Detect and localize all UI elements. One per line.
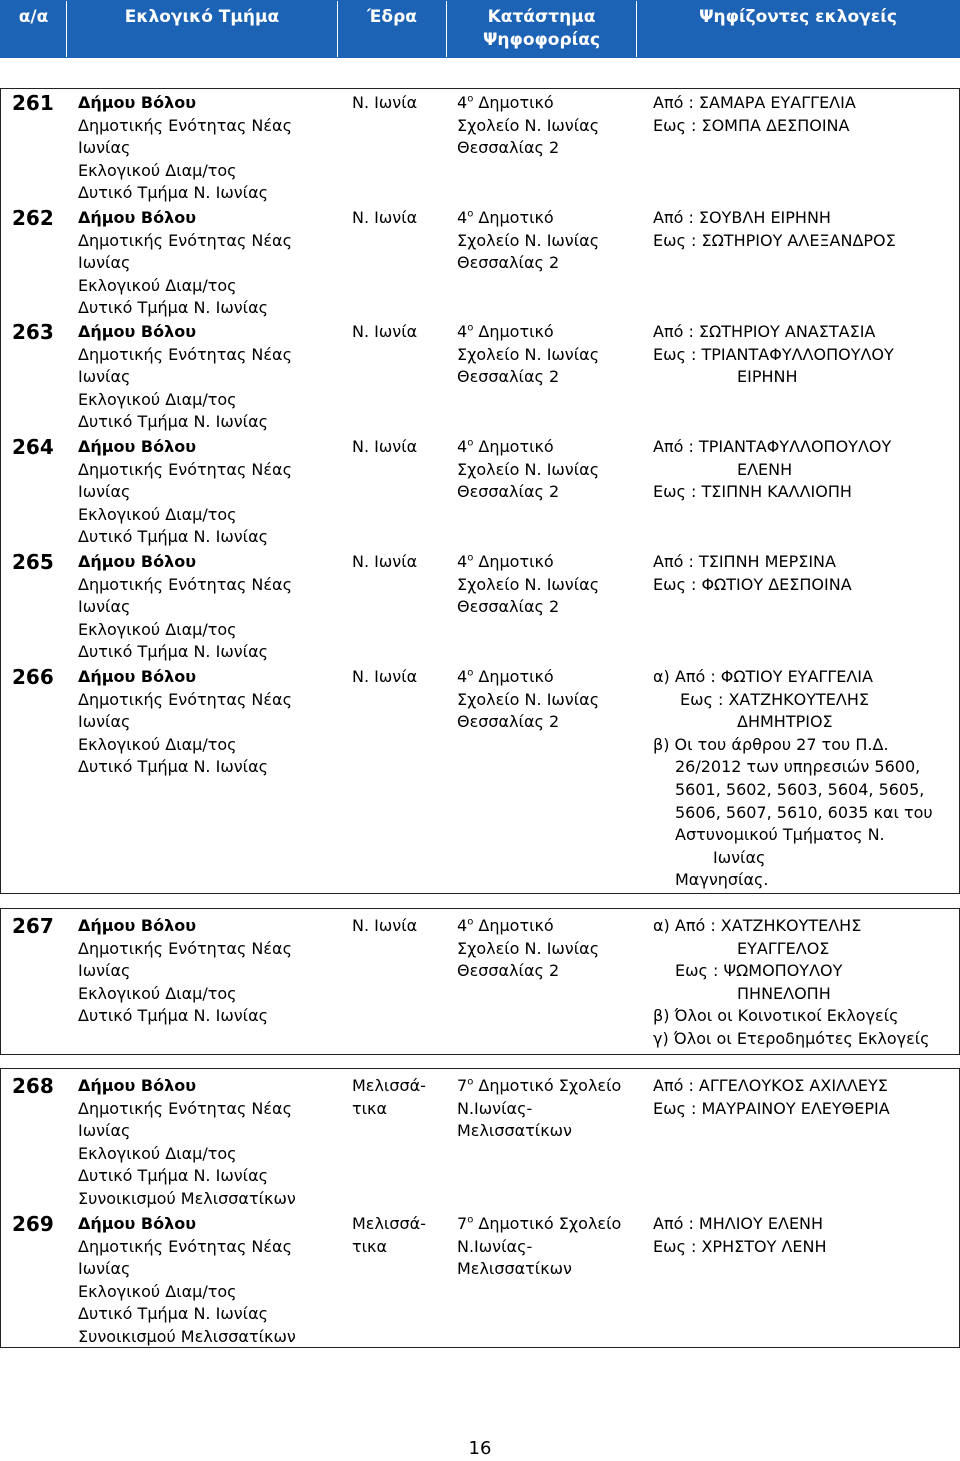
row-number: 267: [12, 914, 54, 938]
station-ordinal-suffix: ο: [467, 1076, 474, 1088]
header-station: [447, 1, 636, 57]
station-school: Δημοτικό: [473, 93, 554, 112]
station-line1: [457, 915, 554, 938]
station-ordinal-suffix: ο: [467, 552, 474, 564]
station-line2: Σχολείο Ν. Ιωνίας: [457, 689, 600, 709]
row-number: 263: [12, 320, 54, 344]
voters-line: Εως : ΣΟΜΠΑ ΔΕΣΠΟΙΝΑ: [653, 115, 850, 135]
seat-name-line1: Μελισσά-: [352, 1076, 426, 1095]
station-line1: [457, 321, 554, 344]
station-ordinal: 4: [457, 916, 468, 935]
seat-name: Ν. Ιωνία: [352, 322, 418, 341]
voters-line: 5606, 5607, 5610, 6035 και του: [675, 802, 933, 822]
voters-line: Ιωνίας: [713, 847, 766, 867]
station-line1: [457, 666, 554, 689]
seat-name-line1: Μελισσά-: [352, 1214, 426, 1233]
section-line: Δήμου Βόλου: [78, 1214, 197, 1233]
voters-line: Από : ΑΓΓΕΛΟΥΚΟΣ ΑΧΙΛΛΕΥΣ: [653, 1076, 888, 1095]
section-line: Εκλογικού Διαμ/τος: [78, 734, 237, 754]
header-station-line1: Κατάστημα: [487, 7, 596, 27]
station-school: Δημοτικό: [473, 208, 554, 227]
station-ordinal: 4: [457, 93, 468, 112]
station-ordinal-suffix: ο: [467, 667, 474, 679]
header-voters: Ψηφίζοντες εκλογείς: [699, 7, 897, 27]
section-line: Δημοτικής Ενότητας Νέας: [78, 1098, 292, 1118]
header-station-line2: Ψηφοφορίας: [482, 30, 601, 50]
station-line1: [457, 1213, 621, 1236]
station-ordinal: 4: [457, 208, 468, 227]
section-line: Δημοτικής Ενότητας Νέας: [78, 1236, 292, 1256]
station-line3: Θεσσαλίας 2: [457, 138, 560, 158]
station-school: Δημοτικό Σχολείο: [473, 1214, 622, 1233]
section-line: Ιωνίας: [78, 1121, 131, 1141]
section-line: Δήμου Βόλου: [78, 916, 197, 935]
station-school: Δημοτικό: [473, 322, 554, 341]
section-line: Εκλογικού Διαμ/τος: [78, 275, 237, 295]
seat-name-line2: τικα: [352, 1236, 388, 1256]
station-line2: Ν.Ιωνίας-: [457, 1098, 533, 1118]
section-line: Ιωνίας: [78, 961, 131, 981]
seat-name: Ν. Ιωνία: [352, 552, 418, 571]
station-line2: Σχολείο Ν. Ιωνίας: [457, 459, 600, 479]
station-ordinal: 4: [457, 667, 468, 686]
section-line: Δυτικό Τμήμα Ν. Ιωνίας: [78, 757, 269, 777]
voters-line: α) Από : ΦΩΤΙΟΥ ΕΥΑΓΓΕΛΙΑ: [653, 667, 873, 686]
station-line1: [457, 1075, 621, 1098]
voters-line: ΠΗΝΕΛΟΠΗ: [737, 983, 831, 1003]
row-number: 266: [12, 665, 54, 689]
section-line: Ιωνίας: [78, 1259, 131, 1279]
voters-line: ΔΗΜΗΤΡΙΟΣ: [737, 712, 833, 732]
table-header: [0, 0, 960, 58]
voters-line: Εως : ΣΩΤΗΡΙΟΥ ΑΛΕΞΑΝΔΡΟΣ: [653, 230, 896, 250]
voters-line: Εως : ΧΑΤΖΗΚΟΥΤΕΛΗΣ: [680, 689, 869, 709]
section-line: Εκλογικού Διαμ/τος: [78, 504, 237, 524]
voters-line: 26/2012 των υπηρεσιών 5600,: [675, 757, 921, 777]
section-line: Εκλογικού Διαμ/τος: [78, 389, 237, 409]
station-ordinal-suffix: ο: [467, 1214, 474, 1226]
section-line: Δυτικό Τμήμα Ν. Ιωνίας: [78, 412, 269, 432]
voters-line: Εως : ΦΩΤΙΟΥ ΔΕΣΠΟΙΝΑ: [653, 574, 852, 594]
station-line3: Θεσσαλίας 2: [457, 961, 560, 981]
section-line: Δυτικό Τμήμα Ν. Ιωνίας: [78, 642, 269, 662]
section-line: Εκλογικού Διαμ/τος: [78, 160, 237, 180]
voters-line: ΕΙΡΗΝΗ: [737, 367, 798, 387]
section-line: Δυτικό Τμήμα Ν. Ιωνίας: [78, 183, 269, 203]
voters-line: Από : ΣΑΜΑΡΑ ΕΥΑΓΓΕΛΙΑ: [653, 93, 856, 112]
section-line: Ιωνίας: [78, 367, 131, 387]
station-line3: Μελισσατίκων: [457, 1259, 572, 1279]
section-line: Δημοτικής Ενότητας Νέας: [78, 115, 292, 135]
station-ordinal-suffix: ο: [467, 322, 474, 334]
station-line3: Θεσσαλίας 2: [457, 597, 560, 617]
section-line: Δημοτικής Ενότητας Νέας: [78, 574, 292, 594]
section-line: Δυτικό Τμήμα Ν. Ιωνίας: [78, 1166, 269, 1186]
section-line: Εκλογικού Διαμ/τος: [78, 1281, 237, 1301]
station-line3: Θεσσαλίας 2: [457, 367, 560, 387]
section-line: Δυτικό Τμήμα Ν. Ιωνίας: [78, 527, 269, 547]
section-line: Δημοτικής Ενότητας Νέας: [78, 459, 292, 479]
station-ordinal: 7: [457, 1214, 468, 1233]
station-line2: Σχολείο Ν. Ιωνίας: [457, 344, 600, 364]
station-school: Δημοτικό: [473, 552, 554, 571]
station-line1: [457, 92, 554, 115]
voters-line: ΕΛΕΝΗ: [737, 459, 793, 479]
station-line2: Σχολείο Ν. Ιωνίας: [457, 574, 600, 594]
row-number: 261: [12, 91, 54, 115]
voters-line: Από : ΣΩΤΗΡΙΟΥ ΑΝΑΣΤΑΣΙΑ: [653, 322, 876, 341]
station-ordinal-suffix: ο: [467, 437, 474, 449]
voters-line: α) Από : ΧΑΤΖΗΚΟΥΤΕΛΗΣ: [653, 916, 862, 935]
seat-name: Ν. Ιωνία: [352, 93, 418, 112]
station-school: Δημοτικό: [473, 437, 554, 456]
section-line: Ιωνίας: [78, 712, 131, 732]
row-number: 264: [12, 435, 54, 459]
section-line: Εκλογικού Διαμ/τος: [78, 983, 237, 1003]
voters-line: β) Οι του άρθρου 27 του Π.Δ.: [653, 734, 889, 754]
voters-line: Εως : ΧΡΗΣΤΟΥ ΛΕΝΗ: [653, 1236, 827, 1256]
section-line: Δυτικό Τμήμα Ν. Ιωνίας: [78, 1006, 269, 1026]
seat-name: Ν. Ιωνία: [352, 437, 418, 456]
station-line1: [457, 207, 554, 230]
section-line: Δήμου Βόλου: [78, 437, 197, 456]
voters-line: Αστυνομικού Τμήματος Ν.: [675, 825, 885, 845]
section-line: Δημοτικής Ενότητας Νέας: [78, 344, 292, 364]
voters-line: ΕΥΑΓΓΕΛΟΣ: [737, 938, 830, 958]
station-ordinal-suffix: ο: [467, 93, 474, 105]
voters-line: Από : ΤΡΙΑΝΤΑΦΥΛΛΟΠΟΥΛΟΥ: [653, 437, 892, 456]
station-line3: Θεσσαλίας 2: [457, 253, 560, 273]
station-line2: Ν.Ιωνίας-: [457, 1236, 533, 1256]
voters-line: 5601, 5602, 5603, 5604, 5605,: [675, 780, 925, 799]
header-section: Εκλογικό Τμήμα: [124, 7, 280, 27]
voters-line: Εως : ΤΣΙΠΝΗ ΚΑΛΛΙΟΠΗ: [653, 482, 852, 502]
section-line: Δημοτικής Ενότητας Νέας: [78, 938, 292, 958]
station-line2: Σχολείο Ν. Ιωνίας: [457, 230, 600, 250]
voters-line: Εως : ΜΑΥΡΑΙΝΟΥ ΕΛΕΥΘΕΡΙΑ: [653, 1098, 890, 1118]
voters-line: Μαγνησίας.: [675, 870, 769, 890]
header-serial: α/α: [18, 7, 49, 27]
section-line: Δήμου Βόλου: [78, 552, 197, 571]
section-line: Δήμου Βόλου: [78, 208, 197, 227]
section-line: Συνοικισμού Μελισσατίκων: [78, 1189, 296, 1208]
station-school: Δημοτικό: [473, 916, 554, 935]
section-line: Δήμου Βόλου: [78, 322, 197, 341]
section-line: Δήμου Βόλου: [78, 667, 197, 686]
section-line: Συνοικισμού Μελισσατίκων: [78, 1327, 296, 1346]
row-number: 269: [12, 1212, 54, 1236]
station-school: Δημοτικό Σχολείο: [473, 1076, 622, 1095]
row-number: 268: [12, 1074, 54, 1098]
station-line2: Σχολείο Ν. Ιωνίας: [457, 938, 600, 958]
station-line3: Θεσσαλίας 2: [457, 712, 560, 732]
section-line: Δημοτικής Ενότητας Νέας: [78, 689, 292, 709]
station-ordinal: 4: [457, 437, 468, 456]
voters-line: Από : ΣΟΥΒΛΗ ΕΙΡΗΝΗ: [653, 208, 831, 227]
station-ordinal: 4: [457, 322, 468, 341]
station-school: Δημοτικό: [473, 667, 554, 686]
seat-name: Ν. Ιωνία: [352, 916, 418, 935]
station-line2: Σχολείο Ν. Ιωνίας: [457, 115, 600, 135]
seat-name-line2: τικα: [352, 1098, 388, 1118]
section-line: Εκλογικού Διαμ/τος: [78, 619, 237, 639]
section-line: Δυτικό Τμήμα Ν. Ιωνίας: [78, 298, 269, 318]
header-seat: Έδρα: [367, 7, 417, 27]
station-ordinal-suffix: ο: [467, 916, 474, 928]
section-line: Δήμου Βόλου: [78, 93, 197, 112]
section-line: Ιωνίας: [78, 482, 131, 502]
section-line: Ιωνίας: [78, 253, 131, 273]
row-number: 262: [12, 206, 54, 230]
seat-name: Ν. Ιωνία: [352, 667, 418, 686]
section-line: Δήμου Βόλου: [78, 1076, 197, 1095]
station-ordinal-suffix: ο: [467, 208, 474, 220]
row-number: 265: [12, 550, 54, 574]
voters-line: γ) Όλοι οι Ετεροδημότες Εκλογείς: [653, 1029, 930, 1048]
seat-name: Ν. Ιωνία: [352, 208, 418, 227]
voters-line: Εως : ΤΡΙΑΝΤΑΦΥΛΛΟΠΟΥΛΟΥ: [653, 344, 894, 364]
section-line: Δημοτικής Ενότητας Νέας: [78, 230, 292, 250]
section-line: Εκλογικού Διαμ/τος: [78, 1143, 237, 1163]
section-line: Δυτικό Τμήμα Ν. Ιωνίας: [78, 1304, 269, 1324]
station-line1: [457, 436, 554, 459]
voters-line: Από : ΤΣΙΠΝΗ ΜΕΡΣΙΝΑ: [653, 552, 836, 571]
station-ordinal: 4: [457, 552, 468, 571]
station-line3: Θεσσαλίας 2: [457, 482, 560, 502]
section-line: Ιωνίας: [78, 138, 131, 158]
station-line3: Μελισσατίκων: [457, 1121, 572, 1141]
station-ordinal: 7: [457, 1076, 468, 1095]
station-line1: [457, 551, 554, 574]
section-line: Ιωνίας: [78, 597, 131, 617]
page-number: 16: [468, 1438, 492, 1459]
voters-line: Από : ΜΗΛΙΟΥ ΕΛΕΝΗ: [653, 1214, 824, 1233]
voters-line: β) Όλοι οι Κοινοτικοί Εκλογείς: [653, 1006, 899, 1026]
voters-line: Εως : ΨΩΜΟΠΟΥΛΟΥ: [675, 961, 843, 981]
